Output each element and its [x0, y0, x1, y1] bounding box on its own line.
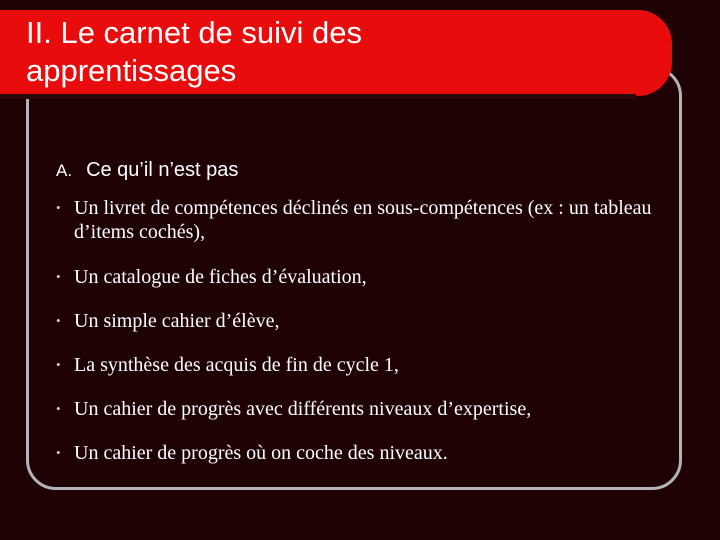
bullet-item: [56, 309, 676, 333]
bullet-dot: •: [56, 357, 61, 372]
section-heading: [56, 157, 238, 184]
bullet-text: Un catalogue de fiches d’évaluation,: [74, 266, 367, 288]
bullet-item: [56, 441, 676, 465]
bullet-dot: •: [56, 200, 61, 215]
bullet-dot: •: [56, 401, 61, 416]
section-marker: A.: [56, 161, 73, 180]
bullet-text: Un simple cahier d’élève,: [74, 310, 280, 332]
bullet-text: La synthèse des acquis de fin de cycle 1,: [74, 354, 399, 376]
bullet-item: [56, 353, 676, 377]
bullet-item: [56, 196, 676, 244]
bullet-item: [56, 265, 676, 289]
bullet-text: Un cahier de progrès avec différents niveaux d’expertise,: [74, 398, 532, 420]
bullet-item: [56, 397, 676, 421]
bullet-text: Un livret de compétences déclinés en sous-compétences (ex : un tableau d’items cochés),: [74, 197, 652, 243]
bullet-dot: •: [56, 313, 61, 328]
bullet-dot: •: [56, 269, 61, 284]
section-heading-text: Ce qu’il n’est pas: [86, 159, 239, 181]
slide-title: II. Le carnet de suivi des apprentissages: [26, 15, 363, 88]
bullet-text: Un cahier de progrès où on coche des niveaux.: [74, 442, 448, 464]
bullet-dot: •: [56, 445, 61, 460]
title-underline: [0, 94, 636, 99]
